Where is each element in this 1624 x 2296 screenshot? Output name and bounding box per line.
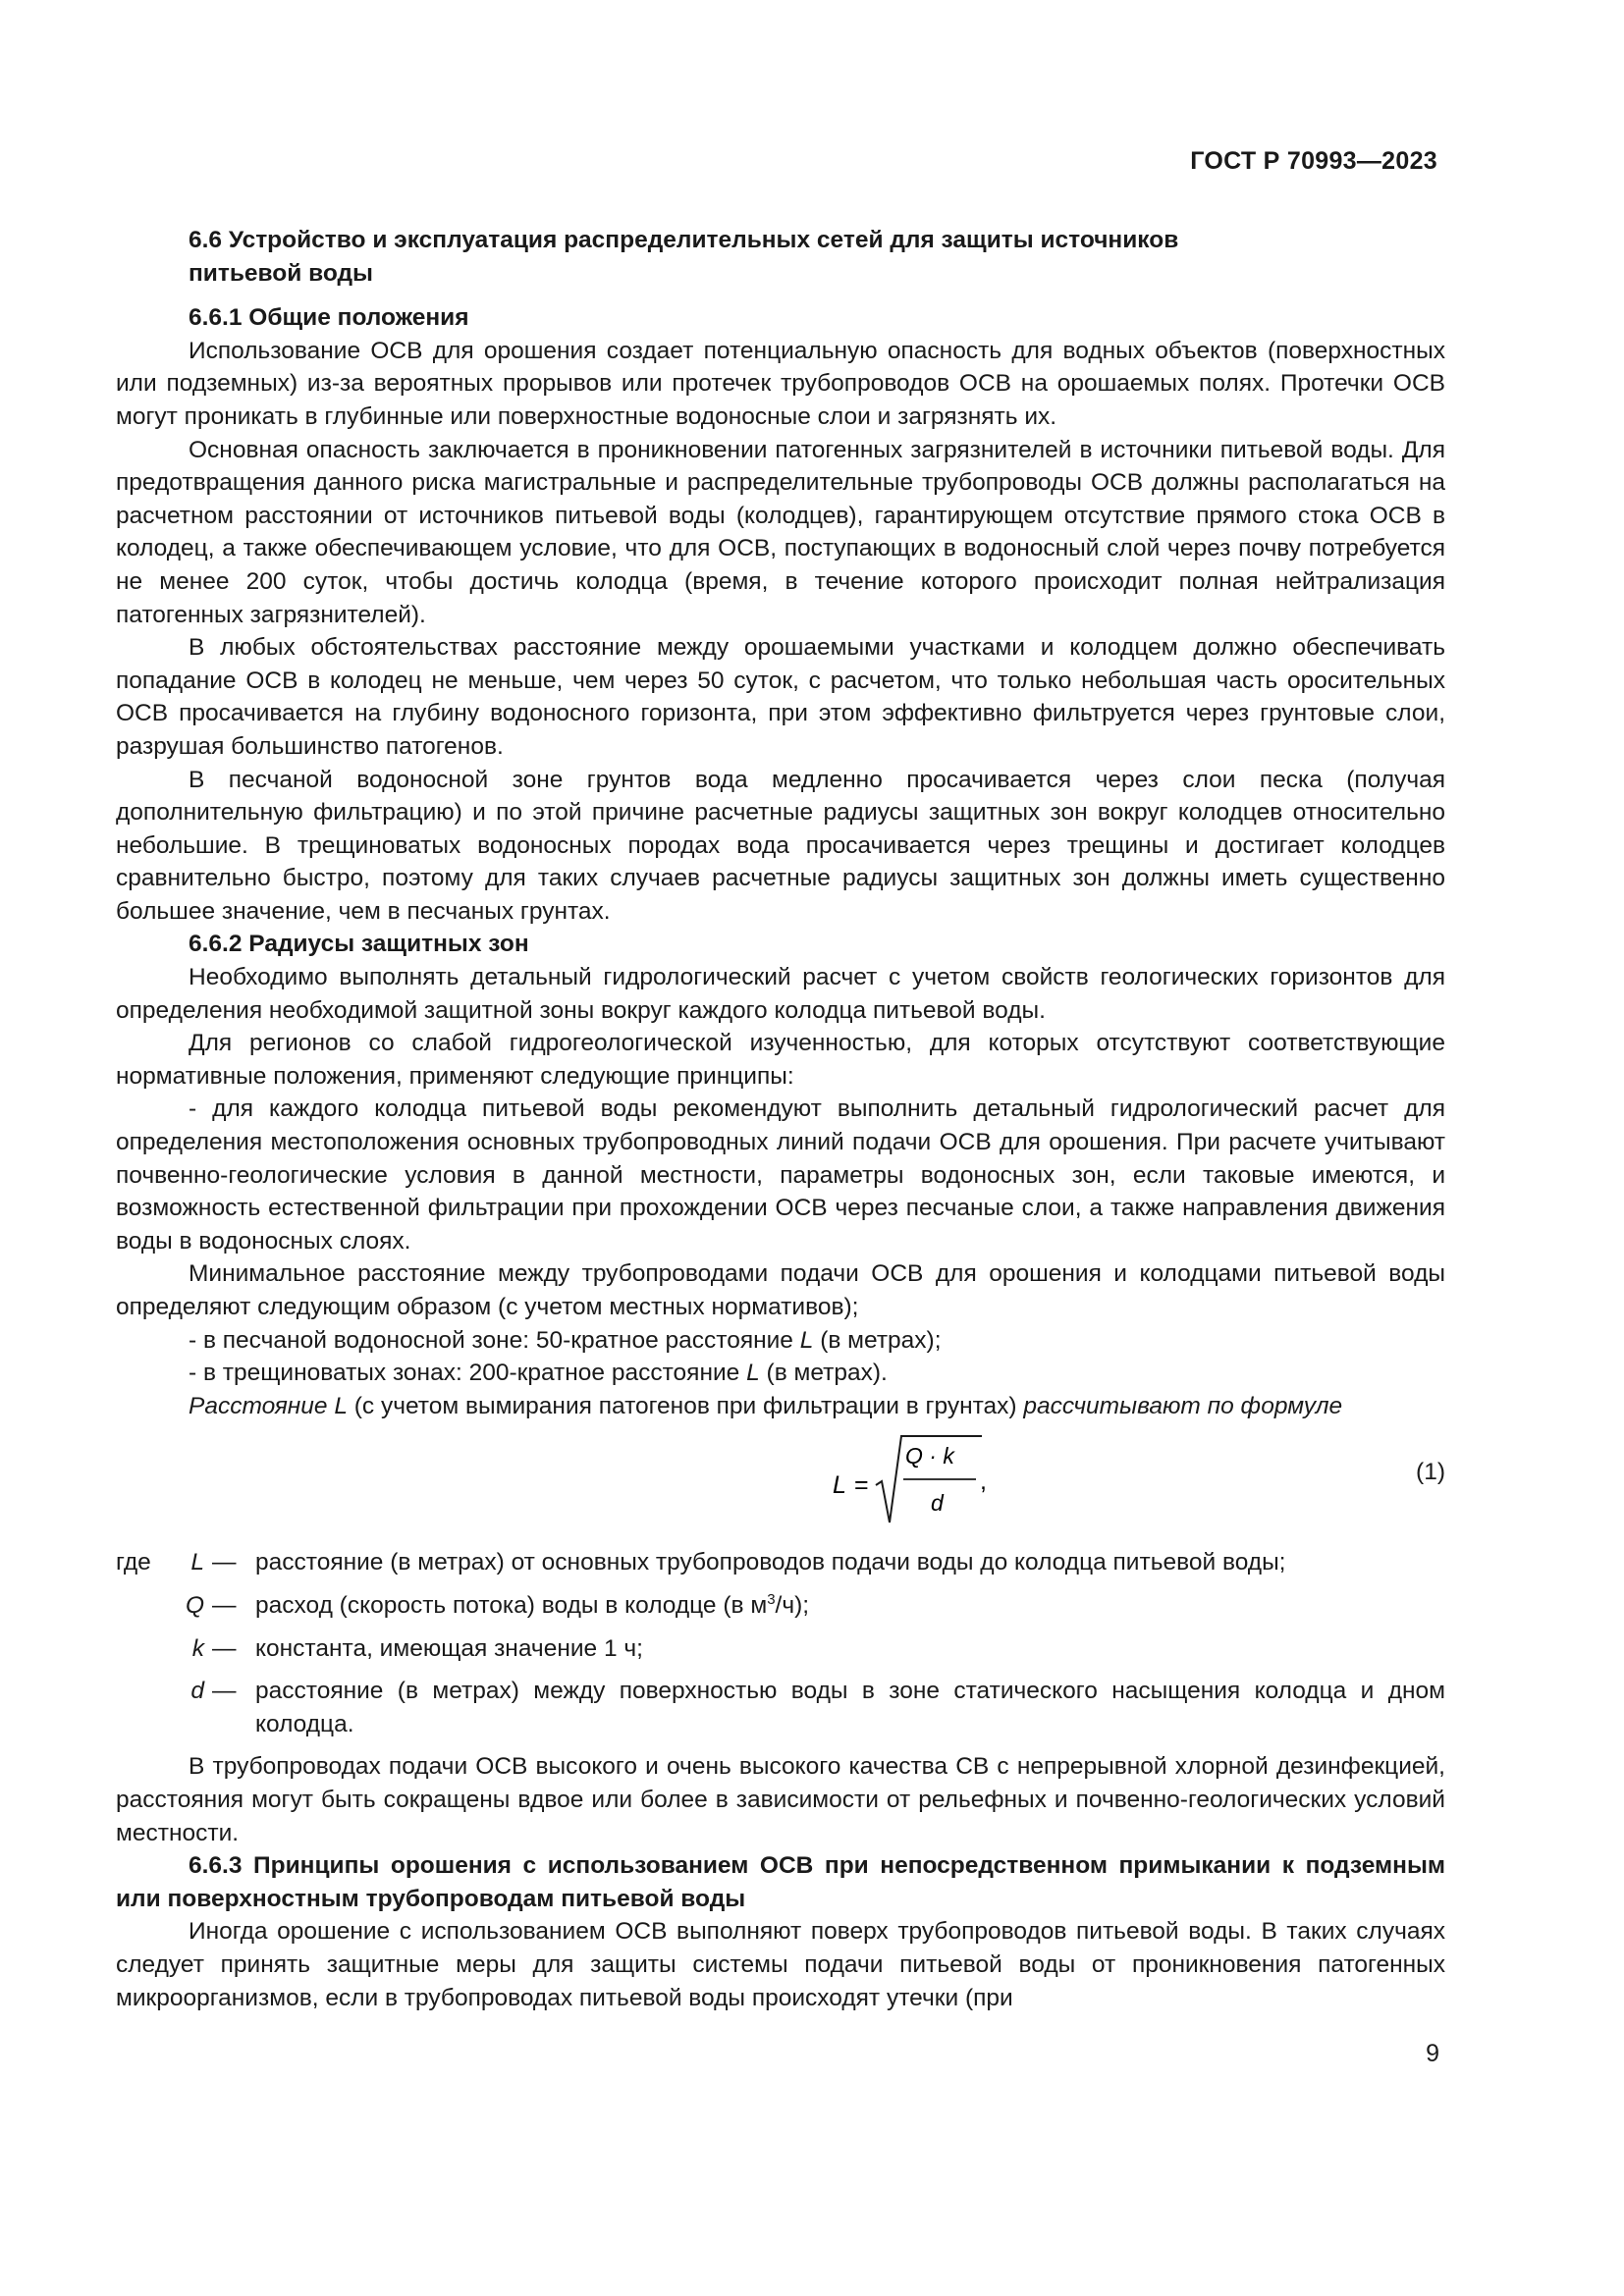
formula-intro-italic: Расстояние L — [189, 1392, 348, 1419]
paragraph: В любых обстоятельствах расстояние между орошаемыми участками и колодцем должно обеспечивать попадание ОСВ в колодец не меньше, чем через 50 суток, с расчетом, что только небольшая часть оросительных ОСВ просачивается на глубину водоносного горизонта, при этом эффективно фильтруется через грунтовые слои, разрушая большинство патогенов. — [116, 634, 1445, 760]
dash-variable: L — [746, 1360, 760, 1387]
where-row — [116, 1546, 1445, 1579]
dash-text: - в песчаной водоносной зоне: 50-кратное расстояние — [189, 1326, 800, 1354]
formula-number: (1) — [1416, 1459, 1445, 1486]
formula-equals: = — [854, 1471, 869, 1500]
where-desc-sup: 3 — [767, 1590, 776, 1608]
where-row — [116, 1589, 1445, 1623]
paragraph: Для регионов со слабой гидрогеологической изученностью, для которых отсутствуют соответствующие нормативные положения, применяют следующие принципы: — [116, 1030, 1445, 1090]
section-6-6-title-line2: питьевой воды — [189, 259, 373, 287]
where-dash: — — [212, 1678, 237, 1705]
formula-denominator: d — [931, 1490, 944, 1517]
where-desc-end: /ч); — [775, 1591, 810, 1619]
paragraph: Минимальное расстояние между трубопроводами подачи ОСВ для орошения и колодцами питьевой воды определяют следующим образом (с учетом местных нормативов); — [116, 1260, 1445, 1320]
where-list — [116, 1546, 1445, 1740]
dash-variable: L — [799, 1326, 814, 1354]
formula-graphic — [705, 1428, 901, 1538]
formula-intro — [116, 1390, 1445, 1423]
where-dash: — — [212, 1549, 237, 1576]
paragraph: В трубопроводах подачи ОСВ высокого и очень высокого качества СВ с непрерывной хлорной дезинфекцией, расстояния могут быть сокращены вдвое или более в зависимости от рельефных и почвенно-геологических условий местности. — [116, 1753, 1445, 1846]
paragraph: Иногда орошение с использованием ОСВ выполняют поверх трубопроводов питьевой воды. В таких случаях следует принять защитные меры для защиты системы подачи питьевой воды от проникновения патогенных микроорганизмов, если в трубопроводах питьевой воды происходят утечки (при — [116, 1918, 1445, 2011]
where-variable: d — [190, 1678, 204, 1705]
where-dash: — — [212, 1634, 237, 1662]
page-number: 9 — [1426, 2040, 1439, 2067]
formula-block — [116, 1428, 1445, 1538]
formula-comma: , — [980, 1468, 987, 1496]
dash-text: (в метрах); — [813, 1326, 942, 1354]
dash-text: (в метрах). — [759, 1360, 888, 1387]
where-row — [116, 1632, 1445, 1666]
dash-item-fractured — [116, 1357, 1445, 1390]
formula-intro-text: (с учетом вымирания патогенов при фильтрации в грунтах) — [347, 1392, 1024, 1419]
paragraph: Основная опасность заключается в проникновении патогенных загрязнителей в источники питьевой воды. Для предотвращения данного риска магистральные и распределительные трубопроводы ОСВ должны располагаться на расчетном расстоянии от источников питьевой воды (колодцев), гарантирующем отсутствие прямого стока ОСВ в колодец, а также обеспечивающем условие, что для ОСВ, поступающих в водоносный слой через почву потребуется не менее 200 суток, чтобы достичь колодца (время, в течение которого происходит полная нейтрализация патогенных загрязнителей). — [116, 436, 1445, 628]
formula-lhs: L — [833, 1471, 846, 1500]
where-description — [255, 1589, 1445, 1623]
where-variable: k — [191, 1634, 204, 1662]
document-code: ГОСТ Р 70993—2023 — [1190, 147, 1437, 175]
where-description: константа, имеющая значение 1 ч; — [255, 1634, 643, 1662]
where-variable: Q — [185, 1591, 204, 1619]
where-description: расстояние (в метрах) между поверхностью воды в зоне статического насыщения колодца и дном колодца. — [255, 1678, 1445, 1737]
where-description: расстояние (в метрах) от основных трубопроводов подачи воды до колодца питьевой воды; — [255, 1549, 1286, 1576]
paragraph: В песчаной водоносной зоне грунтов вода медленно просачивается через слои песка (получая дополнительную фильтрацию) и по этой причине расчетные радиусы защитных зон вокруг колодцев относительно небольшие. В трещиноватых водоносных породах вода просачивается через трещины и достигает колодцев сравнительно быстро, поэтому для таких случаев расчетные радиусы защитных зон должны иметь существенно большее значение, чем в песчаных грунтах. — [116, 766, 1445, 925]
where-lead — [116, 1589, 175, 1623]
section-6-6-3-heading: 6.6.3 Принципы орошения с использованием ОСВ при непосредственном примыкании к подземным или поверхностным трубопроводам питьевой воды — [116, 1852, 1445, 1912]
bullet-item: - для каждого колодца питьевой воды рекомендуют выполнить детальный гидрологический расчет для определения местоположения основных трубопроводных линий подачи ОСВ для орошения. При расчете учитывают почвенно-геологические условия в данной местности, параметры водоносных зон, если таковые имеются, и возможность естественной фильтрации при прохождении ОСВ через песчаные слои, а также направления движения воды в водоносных слоях. — [116, 1095, 1445, 1255]
where-lead — [116, 1675, 175, 1740]
where-variable: L — [190, 1549, 204, 1576]
paragraph: Использование ОСВ для орошения создает потенциальную опасность для водных объектов (поверхностных или подземных) из-за вероятных прорывов или протечек трубопроводов ОСВ на орошаемых полях. Протечки ОСВ могут проникать в глубинные или поверхностные водоносные слои и загрязнять их. — [116, 337, 1445, 430]
where-desc-text: расход (скорость потока) воды в колодце (в м — [255, 1591, 768, 1619]
formula-radical — [874, 1428, 992, 1538]
formula-numerator: Q · k — [905, 1443, 954, 1469]
formula-intro-italic: рассчитывают по формуле — [1023, 1392, 1343, 1419]
section-6-6-heading — [116, 224, 1445, 290]
dash-text: - в трещиноватых зонах: 200-кратное расстояние — [189, 1360, 747, 1387]
section-6-6-2-heading: 6.6.2 Радиусы защитных зон — [189, 931, 529, 958]
section-6-6-title-line1: 6.6 Устройство и эксплуатация распределительных сетей для защиты источников — [189, 227, 1179, 253]
where-lead — [116, 1632, 175, 1666]
page-content — [116, 224, 1445, 2014]
where-dash: — — [212, 1591, 237, 1619]
paragraph: Необходимо выполнять детальный гидрологический расчет с учетом свойств геологических горизонтов для определения необходимой защитной зоны вокруг каждого колодца питьевой воды. — [116, 964, 1445, 1024]
section-6-6-1-heading: 6.6.1 Общие положения — [189, 304, 469, 332]
dash-item-sand — [116, 1324, 1445, 1358]
where-row — [116, 1675, 1445, 1740]
where-lead: где — [116, 1549, 151, 1576]
